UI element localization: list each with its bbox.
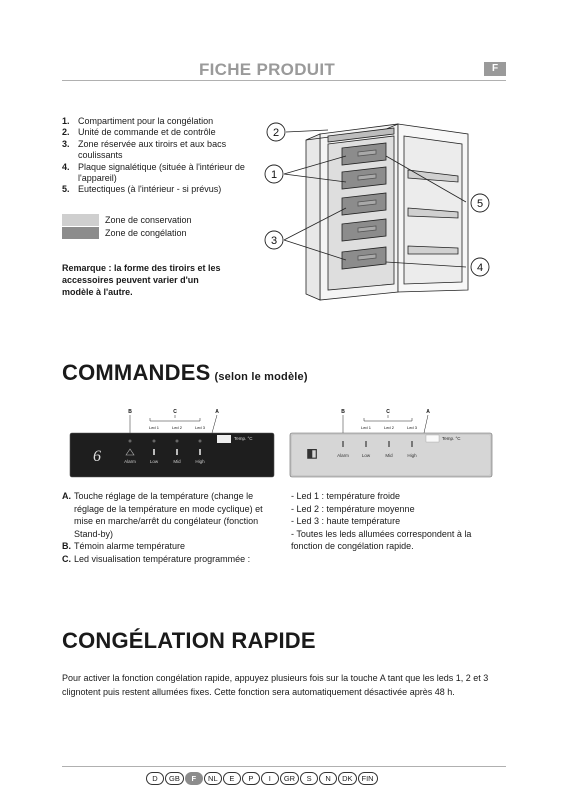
led-meaning-list <box>291 490 501 553</box>
lang-e[interactable]: E <box>223 772 241 785</box>
led3-label: Led 3 <box>406 425 418 430</box>
zone-legend <box>62 213 192 239</box>
led2-label: Led 2 <box>383 425 395 430</box>
freezer-diagram <box>258 112 498 307</box>
lang-dk[interactable]: DK <box>338 772 356 785</box>
thermometer-mid-icon <box>176 449 178 455</box>
led2-label: Led 2 <box>171 425 183 430</box>
lang-p[interactable]: P <box>242 772 260 785</box>
list-item: 3. Zone réservée aux tiroirs et aux bacs coulissants <box>62 138 227 161</box>
label-a: A <box>426 409 430 415</box>
list-item: - Led 3 : haute température <box>291 516 401 527</box>
alarm-led <box>129 440 132 443</box>
list-item: C. Led visualisation température programmée : <box>62 553 251 564</box>
alarm-led <box>342 441 344 447</box>
congelation-swatch <box>62 227 99 239</box>
list-item: A. Touche réglage de la température (change le réglage de la température en mode cyclique) et mise en marche/arrêt du congélateur (fonction Stand-by) <box>62 491 263 539</box>
list-item: - Led 1 : température froide <box>291 491 401 501</box>
footer-divider <box>62 766 506 767</box>
parts-list <box>62 116 262 196</box>
legend-conservation: Zone de conservation <box>62 213 192 226</box>
remark-note: Remarque : la forme des tiroirs et les accessoires peuvent varier d'un modèle à l'autre. <box>62 263 221 297</box>
control-panel-silver <box>288 405 495 485</box>
list-item: 4. Plaque signalétique (située à l'intérieur de l'appareil) <box>62 161 245 184</box>
page-header <box>62 60 506 80</box>
lang-gb[interactable]: GB <box>165 772 184 785</box>
conservation-swatch <box>62 214 99 226</box>
list-item: 1. Compartiment pour la congélation <box>62 116 214 126</box>
page-title: FICHE PRODUIT <box>198 60 336 79</box>
low-label: Low <box>361 453 371 458</box>
led-1 <box>365 441 367 447</box>
control-panel-dark <box>62 405 277 485</box>
temp-label: Temp. °C <box>234 436 253 441</box>
led3-label: Led 3 <box>194 425 206 430</box>
label-b: B <box>128 409 132 415</box>
temp-label: Temp. °C <box>442 436 461 441</box>
lang-n[interactable]: N <box>319 772 337 785</box>
led1-label: Led 1 <box>360 425 372 430</box>
rapid-freeze-heading: CONGÉLATION RAPIDE <box>62 628 316 653</box>
legend-congelation: Zone de congélation <box>62 226 192 239</box>
low-label: Low <box>149 459 159 464</box>
label-c: C <box>386 409 390 415</box>
led-2 <box>388 441 390 447</box>
led-2 <box>176 440 179 443</box>
alarm-label: Alarm <box>337 453 349 458</box>
callout-5-label: 5 <box>476 198 484 210</box>
callout-1-label: 1 <box>270 169 278 181</box>
thermometer-high-icon <box>199 449 201 455</box>
high-label: High <box>195 459 205 464</box>
lang-gr[interactable]: GR <box>280 772 299 785</box>
led1-label: Led 1 <box>148 425 160 430</box>
alarm-label: Alarm <box>124 459 136 464</box>
lang-f[interactable]: F <box>185 772 203 785</box>
label-a: A <box>215 409 219 415</box>
mid-label: Mid <box>173 459 181 464</box>
list-item: B. Témoin alarme température <box>62 541 186 552</box>
list-item: 2. Unité de commande et de contrôle <box>62 127 216 138</box>
list-item: 5. Eutectiques (à l'intérieur - si prévus) <box>62 184 222 195</box>
lang-s[interactable]: S <box>300 772 318 785</box>
thermometer-low-icon <box>153 449 155 455</box>
mid-label: Mid <box>385 453 393 458</box>
list-item: - Led 2 : température moyenne <box>291 503 415 514</box>
lang-fin[interactable]: FIN <box>358 772 378 785</box>
panel-logo-icon: ◧ <box>306 446 318 460</box>
rapid-freeze-text: Pour activer la fonction congélation rapide, appuyez plusieurs fois sur la touche A tant que les leds 1, 2 et 3 clignotent puis restent allumées fixes. Cette fonction sera automatiquement désactivée après 48 h. <box>62 673 489 697</box>
temp-button[interactable] <box>426 435 439 442</box>
led-3 <box>199 440 202 443</box>
lang-nl[interactable]: NL <box>204 772 222 785</box>
header-divider <box>62 80 506 81</box>
callout-3-label: 3 <box>270 235 278 247</box>
lang-i[interactable]: I <box>261 772 279 785</box>
high-label: High <box>407 453 417 458</box>
list-item: - Toutes les leds allumées correspondent à la fonction de congélation rapide. <box>291 528 472 552</box>
led-3 <box>411 441 413 447</box>
commandes-heading: COMMANDES (selon le modèle) <box>62 360 308 385</box>
panel-logo: 6 <box>93 448 101 465</box>
label-c: C <box>173 409 177 415</box>
commands-list <box>62 490 282 566</box>
led-1 <box>153 440 156 443</box>
callout-4-label: 4 <box>476 262 484 274</box>
callout-2-label: 2 <box>272 127 280 139</box>
language-selector <box>146 772 378 785</box>
temp-button[interactable] <box>217 435 231 443</box>
language-tab: F <box>484 62 506 76</box>
label-b: B <box>341 409 345 415</box>
lang-d[interactable]: D <box>146 772 164 785</box>
